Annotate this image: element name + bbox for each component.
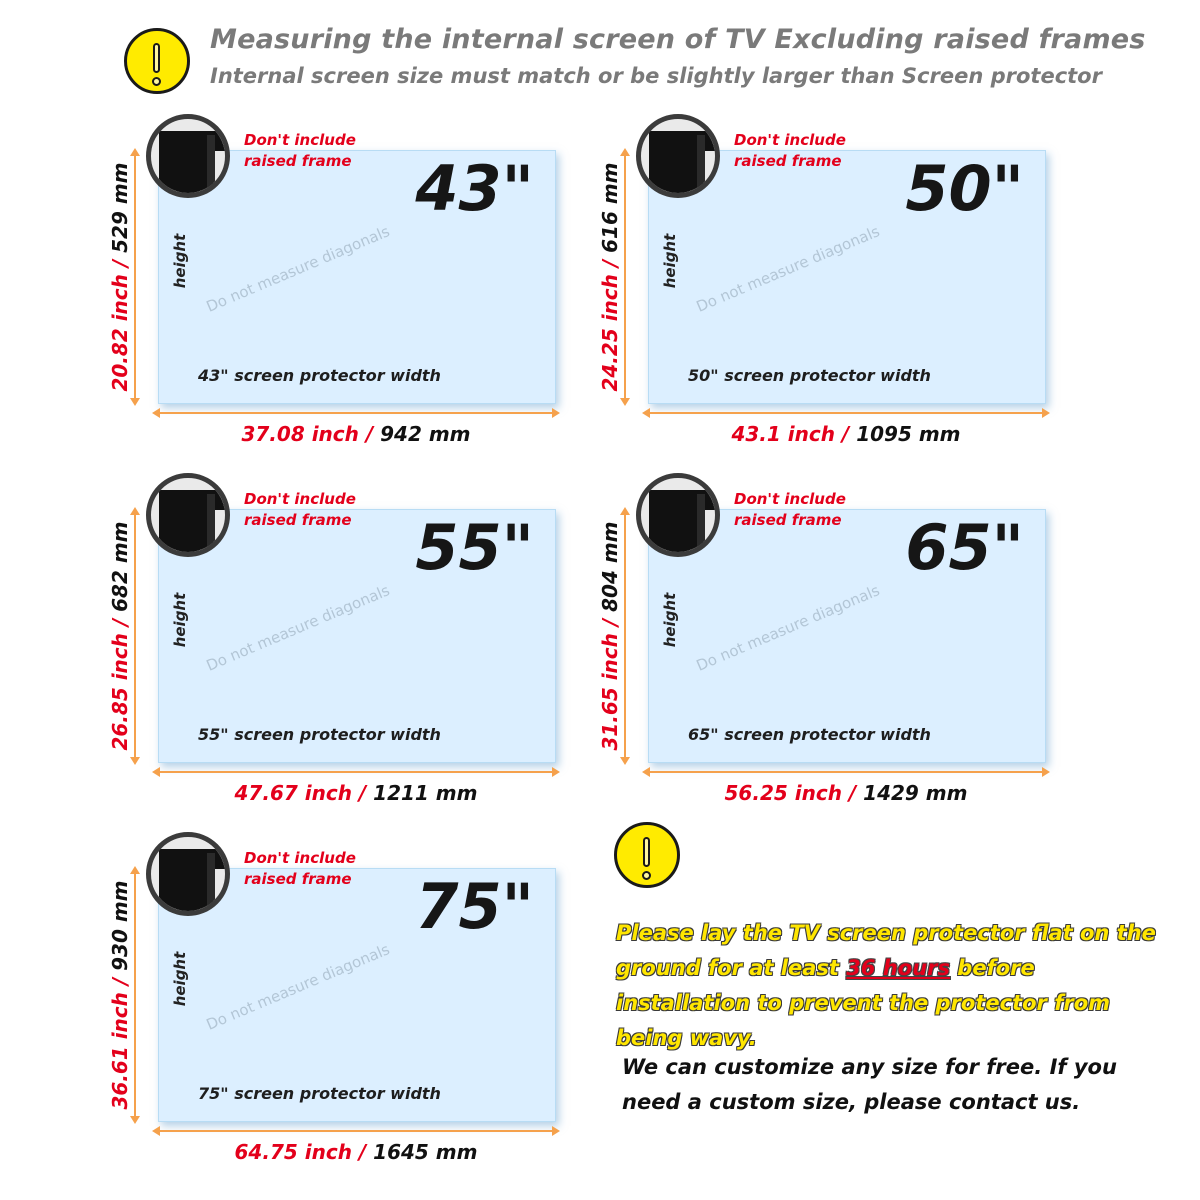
height-dimension: 24.25 inch / 616 mm (598, 162, 622, 392)
raised-frame-magnifier-icon (146, 473, 230, 557)
tv-size-label: 43" (415, 152, 534, 225)
height-dimension: 31.65 inch / 804 mm (598, 521, 622, 751)
height-dimension: 20.82 inch / 529 mm (108, 162, 132, 392)
width-arrow (648, 771, 1044, 773)
diagonal-warning: Do not measure diagonals (203, 581, 393, 675)
width-label: 55" screen protector width (198, 725, 441, 744)
frame-note: Don't include raised frame (244, 490, 356, 529)
diagonal-warning: Do not measure diagonals (203, 222, 393, 316)
tv-size-panel-65 (598, 473, 1052, 805)
tv-size-panel-55 (108, 473, 562, 805)
raised-frame-magnifier-icon (146, 832, 230, 916)
raised-frame-magnifier-icon (146, 114, 230, 198)
width-dimension: 47.67 inch / 1211 mm (234, 781, 478, 805)
height-label: height (661, 233, 679, 289)
width-label: 65" screen protector width (688, 725, 931, 744)
height-dimension: 26.85 inch / 682 mm (108, 521, 132, 751)
width-dimension: 56.25 inch / 1429 mm (724, 781, 968, 805)
frame-note: Don't include raised frame (244, 849, 356, 888)
page-subtitle: Internal screen size must match or be slightly larger than Screen protector (210, 64, 1102, 88)
width-dimension: 43.1 inch / 1095 mm (731, 422, 961, 446)
tv-size-panel-75 (108, 832, 562, 1164)
hours-highlight: 36 hours (846, 956, 950, 980)
height-label: height (171, 592, 189, 648)
height-arrow (134, 513, 136, 759)
width-label: 75" screen protector width (198, 1084, 441, 1103)
raised-frame-magnifier-icon (636, 473, 720, 557)
width-arrow (648, 412, 1044, 414)
frame-note: Don't include raised frame (244, 131, 356, 170)
frame-note: Don't include raised frame (734, 131, 846, 170)
tv-size-panel-50 (598, 114, 1052, 446)
width-arrow (158, 771, 554, 773)
tv-size-label: 75" (415, 870, 534, 943)
height-dimension: 36.61 inch / 930 mm (108, 880, 132, 1110)
height-arrow (624, 154, 626, 400)
raised-frame-magnifier-icon (636, 114, 720, 198)
tv-size-label: 50" (905, 152, 1024, 225)
width-label: 50" screen protector width (688, 366, 931, 385)
height-label: height (661, 592, 679, 648)
height-arrow (134, 154, 136, 400)
width-arrow (158, 412, 554, 414)
diagonal-warning: Do not measure diagonals (693, 581, 883, 675)
width-arrow (158, 1130, 554, 1132)
height-arrow (624, 513, 626, 759)
diagonal-warning: Do not measure diagonals (693, 222, 883, 316)
width-dimension: 64.75 inch / 1645 mm (234, 1140, 478, 1164)
tv-size-label: 55" (415, 511, 534, 584)
width-dimension: 37.08 inch / 942 mm (241, 422, 471, 446)
width-label: 43" screen protector width (198, 366, 441, 385)
flat-lay-notice: Please lay the TV screen protector flat on the ground for at least 36 hours before installation to prevent the protector from being wavy. (616, 921, 1156, 1050)
height-label: height (171, 233, 189, 289)
page-title: Measuring the internal screen of TV Excluding raised frames (210, 24, 1146, 55)
exclamation-warning-icon (614, 822, 680, 888)
custom-size-note: We can customize any size for free. If you need a custom size, please contact us. (622, 1055, 1117, 1114)
height-label: height (171, 951, 189, 1007)
exclamation-warning-icon (124, 28, 190, 94)
diagonal-warning: Do not measure diagonals (203, 940, 393, 1034)
tv-size-label: 65" (905, 511, 1024, 584)
tv-size-panel-43 (108, 114, 562, 446)
frame-note: Don't include raised frame (734, 490, 846, 529)
height-arrow (134, 872, 136, 1118)
